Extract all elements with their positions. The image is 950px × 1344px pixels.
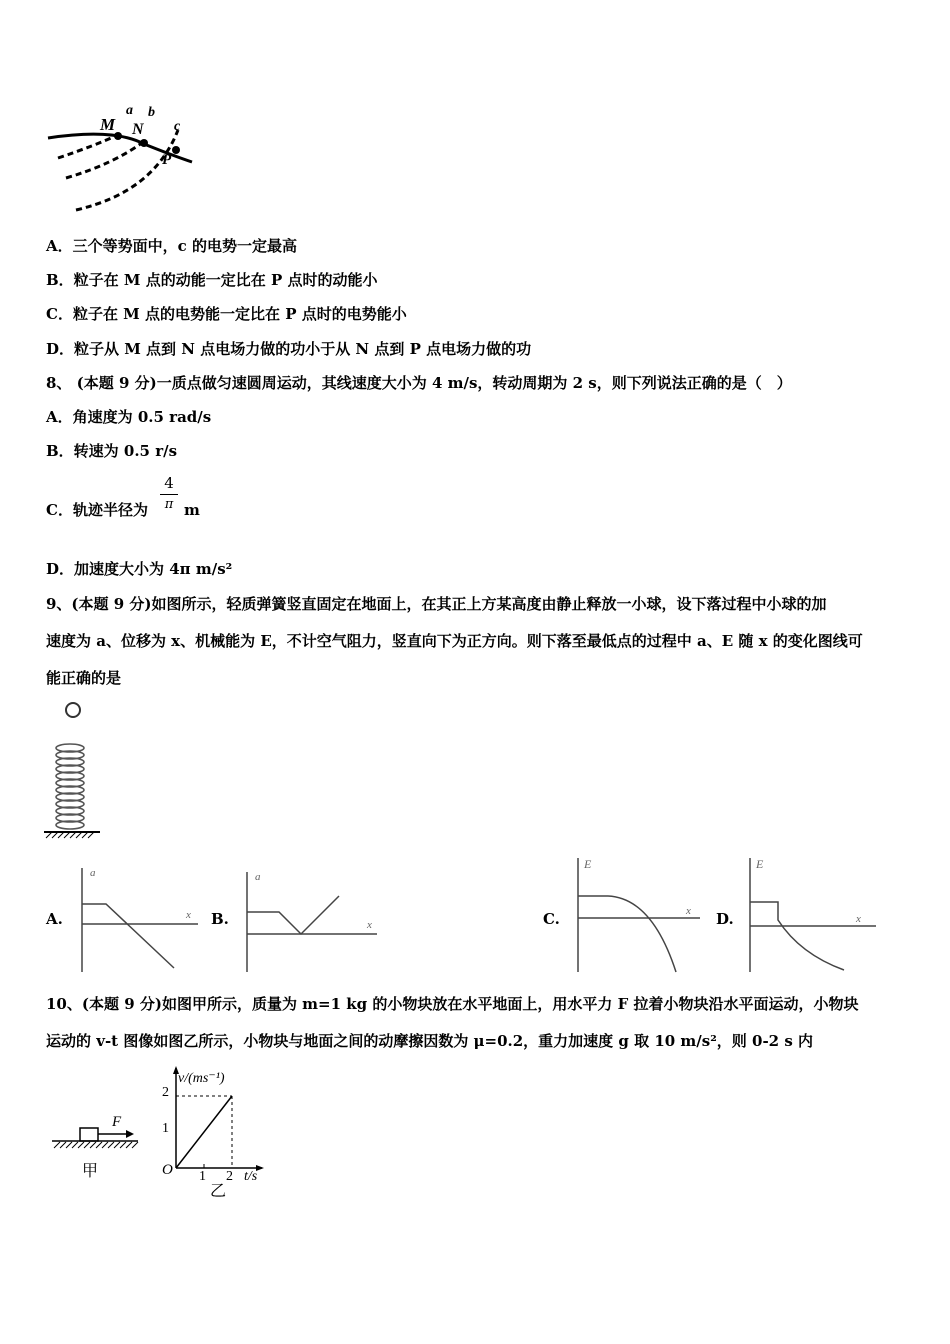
equipotential-figure <box>44 100 204 220</box>
vt-x-label: t/s <box>244 1169 258 1184</box>
label-P: P <box>162 152 172 168</box>
graph-a-y-label: a <box>90 867 96 879</box>
vt-x-tick-1: 1 <box>199 1169 206 1184</box>
graph-c-y-label: E <box>584 857 592 871</box>
q8-option-c-unit: m <box>184 501 200 519</box>
q10-stem-line2: 运动的 v-t 图像如图乙所示，小物块与地面之间的动摩擦因数为 μ=0.2，重力加速度 g 取 10 m/s²，则 0-2 s 内 <box>46 1032 814 1050</box>
caption-jia: 甲 <box>82 1163 99 1180</box>
graph-b-x-label: x <box>367 919 372 931</box>
graph-b-y-label: a <box>255 871 261 883</box>
vt-graph <box>158 1064 268 1200</box>
q7-option-c: C．粒子在 M 点的电势能一定比在 P 点时的电势能小 <box>46 305 407 323</box>
label-a: a <box>126 103 133 118</box>
caption-yi: 乙 <box>210 1183 227 1200</box>
q9-graph-d-label: D. <box>716 910 734 928</box>
spring <box>56 744 84 829</box>
vt-y-tick-1: 1 <box>162 1121 169 1136</box>
label-N: N <box>132 121 144 138</box>
graph-d-curve <box>750 902 844 970</box>
q10-stem-line1: 10、(本题 9 分)如图甲所示，质量为 m=1 kg 的小物块放在水平地面上，用水平力 F 拉着小物块沿水平面运动，小物块 <box>46 995 859 1013</box>
q9-graph-a <box>72 862 202 974</box>
q8-option-c-prefix: C．轨迹半径为 <box>46 501 148 519</box>
vt-y-tick-2: 2 <box>162 1085 169 1100</box>
q9-graph-c-label: C. <box>543 910 560 928</box>
fraction-4-over-pi <box>160 474 178 512</box>
q9-graph-d <box>740 854 880 974</box>
ball <box>66 703 80 717</box>
equipotential-b <box>66 140 146 178</box>
q8-option-c <box>46 500 148 520</box>
block-force-figure <box>48 1108 144 1182</box>
label-b: b <box>148 105 155 120</box>
graph-d-y-label: E <box>756 857 764 871</box>
spring-ball-figure <box>44 698 104 844</box>
q7-option-b: B．粒子在 M 点的动能一定比在 P 点时的动能小 <box>46 271 378 289</box>
graph-a-curve <box>82 904 174 968</box>
block <box>80 1128 98 1141</box>
graph-d-x-label: x <box>856 913 861 925</box>
q9-stem-line3: 能正确的是 <box>46 669 122 687</box>
q7-option-a: A．三个等势面中，c 的电势一定最高 <box>46 237 297 255</box>
q7-option-d: D．粒子从 M 点到 N 点电场力做的功小于从 N 点到 P 点电场力做的功 <box>46 340 532 358</box>
q9-graph-b-label: B. <box>211 910 229 928</box>
q9-graph-a-label: A. <box>46 910 63 928</box>
q9-graph-c <box>568 854 704 974</box>
graph-a-x-label: x <box>186 909 191 921</box>
graph-c-curve <box>578 896 676 972</box>
fraction-denominator: π <box>164 497 174 512</box>
graph-c-x-label: x <box>686 905 691 917</box>
vt-x-tick-2: 2 <box>226 1169 233 1184</box>
equipotential-c <box>76 130 178 210</box>
fraction-numerator: 4 <box>164 474 174 492</box>
label-M: M <box>100 115 116 134</box>
q9-graph-b <box>237 866 382 974</box>
q8-stem: 8、 (本题 9 分)一质点做匀速圆周运动，其线速度大小为 4 m/s，转动周期为 2 s，则下列说法正确的是（ ） <box>46 374 792 392</box>
label-c: c <box>174 119 181 134</box>
graph-b-curve <box>247 896 339 934</box>
equipotential-a <box>58 134 120 158</box>
q9-stem-line2: 速度为 a、位移为 x、机械能为 E，不计空气阻力，竖直向下为正方向。则下落至最低点的过程中 a、E 随 x 的变化图线可 <box>46 632 863 650</box>
q9-stem-line1: 9、(本题 9 分)如图所示，轻质弹簧竖直固定在地面上，在其正上方某高度由静止释放一小球，设下落过程中小球的加 <box>46 595 827 613</box>
vt-y-label: v/(ms⁻¹) <box>178 1071 225 1086</box>
force-label: F <box>112 1114 122 1130</box>
vt-origin: O <box>162 1162 173 1178</box>
q8-option-d: D．加速度大小为 4π m/s² <box>46 560 233 578</box>
q8-option-b: B．转速为 0.5 r/s <box>46 442 178 460</box>
vt-series-line <box>176 1096 232 1168</box>
q8-option-a: A．角速度为 0.5 rad/s <box>46 408 212 426</box>
